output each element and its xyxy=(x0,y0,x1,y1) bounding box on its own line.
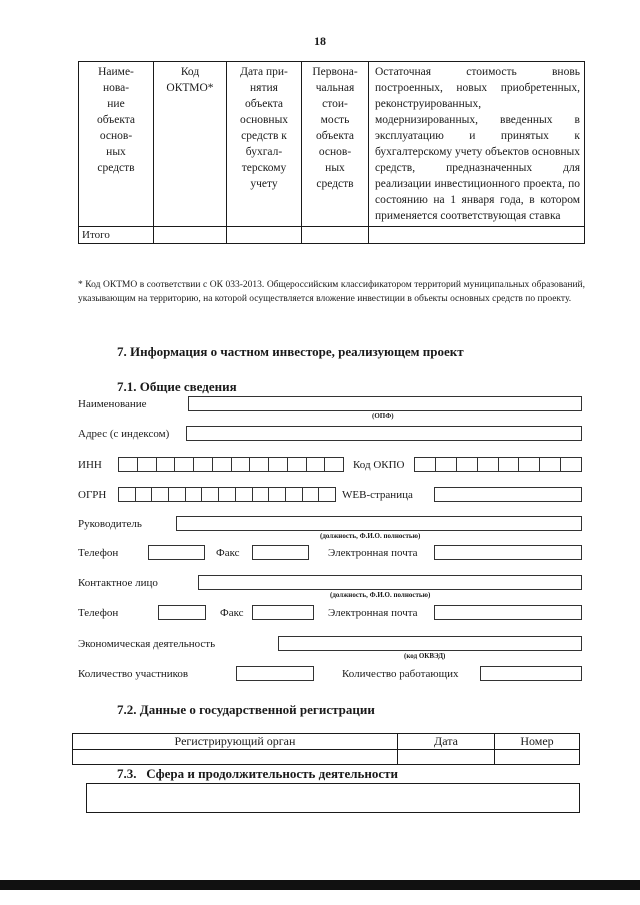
registration-header-row xyxy=(73,734,580,750)
total-cell[interactable] xyxy=(369,227,585,244)
table-total-row xyxy=(79,227,585,244)
address-label: Адрес (с индексом) xyxy=(78,428,170,440)
contact-phone-label: Телефон xyxy=(78,607,119,619)
contact-phone-input[interactable] xyxy=(158,605,206,620)
col-acceptance-date: Дата при- нятия объекта основных средств к бухгал- терскому учету xyxy=(227,62,302,227)
name-label: Наименование xyxy=(78,398,147,410)
okpo-input[interactable] xyxy=(414,457,582,472)
page-number: 18 xyxy=(314,34,326,48)
activity-input[interactable] xyxy=(278,636,582,651)
employees-label: Количество работающих xyxy=(342,668,459,680)
section-7-3-title: 7.3. Сфера и продолжительность деятельности xyxy=(117,766,399,781)
registration-row xyxy=(73,750,580,765)
reg-number-header: Номер xyxy=(495,734,580,750)
table-header-row xyxy=(79,62,585,227)
total-label: Итого xyxy=(79,227,154,244)
contact-fax-input[interactable] xyxy=(252,605,314,620)
ogrn-input[interactable] xyxy=(118,487,336,502)
name-caption: (ОПФ) xyxy=(372,412,394,420)
oktmo-footnote: * Код ОКТМО в соответствии с ОК 033-2013. Общероссийским классификатором территорий муниципальных образований, указывающим на территорию, на которой осуществляется вложение инвестиции в объекты основных средств по проекту. xyxy=(78,280,585,304)
name-input[interactable] xyxy=(188,396,582,411)
activity-caption: (код ОКВЭД) xyxy=(404,652,446,660)
web-input[interactable] xyxy=(434,487,582,502)
contact-fax-label: Факс xyxy=(220,607,244,619)
total-cell[interactable] xyxy=(227,227,302,244)
reg-date-cell[interactable] xyxy=(398,750,495,765)
participants-input[interactable] xyxy=(236,666,314,681)
web-label: WEB-страница xyxy=(342,489,413,501)
section-7-title: 7. Информация о частном инвесторе, реализующем проект xyxy=(117,344,464,359)
contact-label: Контактное лицо xyxy=(78,577,158,589)
email-label: Электронная почта xyxy=(328,547,418,559)
section-7-2-title: 7.2. Данные о государственной регистрации xyxy=(117,702,375,717)
employees-input[interactable] xyxy=(480,666,582,681)
phone-input[interactable] xyxy=(148,545,205,560)
head-caption: (должность, Ф.И.О. полностью) xyxy=(320,532,421,540)
total-cell[interactable] xyxy=(154,227,227,244)
contact-caption: (должность, Ф.И.О. полностью) xyxy=(330,591,431,599)
scan-edge-bar xyxy=(0,880,640,890)
col-object-name: Наиме- нова- ние объекта основ- ных средств xyxy=(79,62,154,227)
col-residual-value: Остаточная стоимость вновь построенных, новых приобретенных, реконструированных, модернизированных, введенных в эксплуатацию и принятых к бухгалтерскому учету объектов основных средств, предназначенных для реализации инвестиционного проекта, по состоянию на 1 января года, в котором применяется соответствующая ставка xyxy=(369,62,585,227)
activity-label: Экономическая деятельность xyxy=(78,638,216,650)
registration-table xyxy=(72,733,580,765)
reg-authority-cell[interactable] xyxy=(73,750,398,765)
fax-label: Факс xyxy=(216,547,240,559)
section-7-1-title: 7.1. Общие сведения xyxy=(117,379,237,394)
email-input[interactable] xyxy=(434,545,582,560)
head-label: Руководитель xyxy=(78,518,142,530)
head-input[interactable] xyxy=(176,516,582,531)
activity-scope-input[interactable] xyxy=(86,783,580,813)
address-input[interactable] xyxy=(186,426,582,441)
col-oktmo: Код ОКТМО* xyxy=(154,62,227,227)
contact-email-label: Электронная почта xyxy=(328,607,418,619)
okpo-label: Код ОКПО xyxy=(353,459,405,471)
fixed-assets-table xyxy=(78,61,585,244)
inn-label: ИНН xyxy=(78,459,102,471)
reg-number-cell[interactable] xyxy=(495,750,580,765)
reg-date-header: Дата xyxy=(398,734,495,750)
col-initial-cost: Первона- чальная стои- мость объекта основ- ных средств xyxy=(302,62,369,227)
ogrn-label: ОГРН xyxy=(78,489,107,501)
total-cell[interactable] xyxy=(302,227,369,244)
contact-input[interactable] xyxy=(198,575,582,590)
participants-label: Количество участников xyxy=(78,668,189,680)
reg-authority-header: Регистрирующий орган xyxy=(73,734,398,750)
phone-label: Телефон xyxy=(78,547,119,559)
contact-email-input[interactable] xyxy=(434,605,582,620)
inn-input[interactable] xyxy=(118,457,344,472)
fax-input[interactable] xyxy=(252,545,309,560)
